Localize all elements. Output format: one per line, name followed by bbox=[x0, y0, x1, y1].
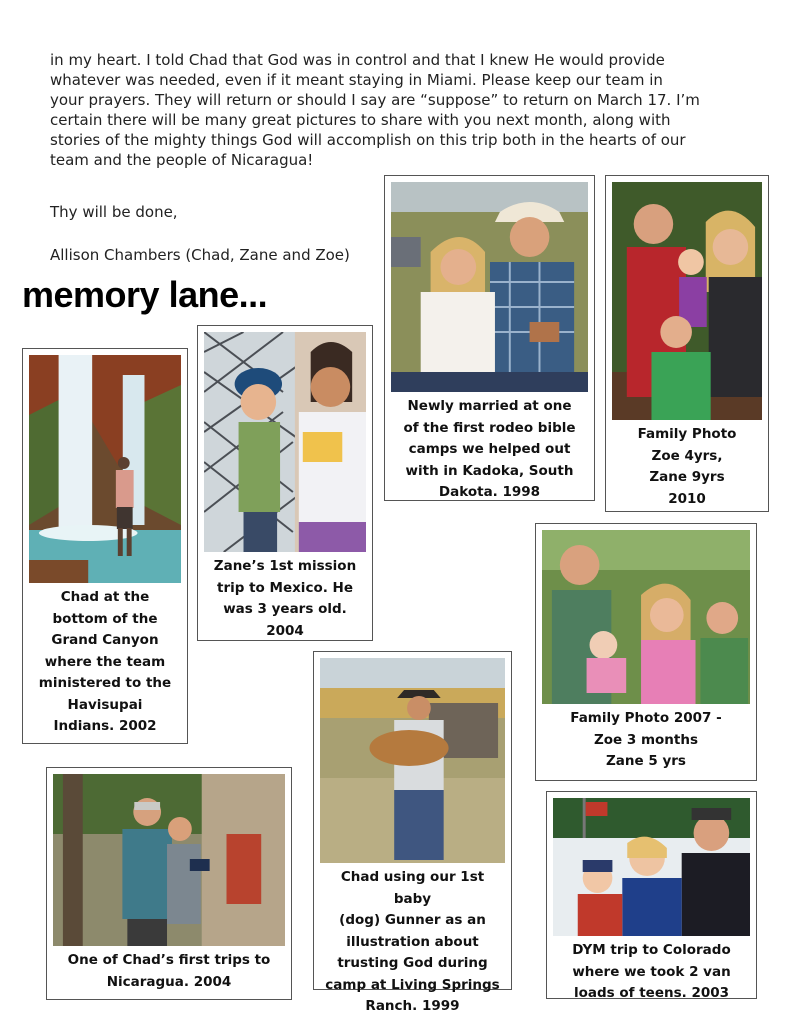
caption-line: was 3 years old. bbox=[223, 601, 347, 617]
letter-line: in my heart. I told Chad that God was in control and that I knew He would provide bbox=[50, 51, 665, 69]
letter-line: certain there will be many great pictures to share with you next month, along with bbox=[50, 111, 671, 129]
caption-line: trusting God during bbox=[337, 955, 488, 971]
caption-line: DYM trip to Colorado bbox=[572, 942, 731, 958]
photo-mexico bbox=[204, 332, 366, 552]
photo-card-newlyweds bbox=[384, 175, 595, 501]
caption-line: Chad at the bbox=[60, 589, 150, 605]
caption-line: Chad using our 1st baby bbox=[340, 869, 485, 907]
photo-card-gunner bbox=[313, 651, 512, 1014]
caption-line: Nicaragua. 2004 bbox=[106, 973, 232, 990]
caption-line: illustration about bbox=[346, 933, 479, 950]
caption-line: bottom of the bbox=[52, 610, 158, 627]
caption-line: (dog) Gunner as an bbox=[339, 912, 486, 928]
caption-line: Zane 9yrs bbox=[649, 469, 725, 485]
caption-gunner bbox=[320, 863, 505, 1018]
caption-colorado bbox=[553, 936, 750, 1005]
caption-family-2007 bbox=[542, 704, 750, 773]
caption-line: Zane’s 1st mission bbox=[213, 558, 357, 574]
caption-line: of the first rodeo bible bbox=[403, 419, 576, 436]
caption-line: 2004 bbox=[266, 622, 304, 639]
photo-gunner bbox=[320, 658, 505, 863]
caption-line: camp at Living Springs bbox=[325, 976, 500, 993]
photo-grand-canyon bbox=[29, 355, 181, 583]
caption-line: One of Chad’s first trips to bbox=[67, 952, 271, 968]
caption-line: Zane 5 yrs bbox=[606, 753, 686, 769]
photo-family-2010 bbox=[612, 182, 762, 420]
caption-line: with in Kadoka, South bbox=[405, 462, 574, 479]
caption-line: ministered to the bbox=[38, 675, 172, 691]
caption-nicaragua bbox=[53, 946, 285, 993]
photo-family-2007 bbox=[542, 530, 750, 704]
photo-card-grand-canyon bbox=[22, 348, 188, 744]
photo-card-family-2010 bbox=[605, 175, 769, 512]
letter-text bbox=[50, 50, 750, 170]
caption-mexico bbox=[204, 552, 366, 642]
letter-line: whatever was needed, even if it meant staying in Miami. Please keep our team in bbox=[50, 71, 663, 89]
caption-line: Grand Canyon bbox=[51, 632, 159, 648]
caption-line: Family Photo bbox=[637, 426, 737, 442]
caption-line: 2010 bbox=[668, 490, 706, 507]
photo-card-colorado bbox=[546, 791, 757, 999]
photo-card-nicaragua bbox=[46, 767, 292, 1000]
letter-line: stories of the mighty things God will accomplish on this trip both in the hearts of our bbox=[50, 131, 686, 149]
caption-line: trip to Mexico. He bbox=[216, 579, 353, 596]
caption-family-2010 bbox=[612, 420, 762, 510]
caption-line: Ranch. 1999 bbox=[365, 998, 460, 1014]
letter-signature: Allison Chambers (Chad, Zane and Zoe) bbox=[50, 246, 350, 264]
letter-line: team and the people of Nicaragua! bbox=[50, 151, 314, 169]
letter-closing: Thy will be done, bbox=[50, 203, 178, 221]
caption-line: camps we helped out bbox=[408, 441, 571, 457]
caption-line: Zoe 4yrs, bbox=[651, 447, 723, 464]
caption-line: Family Photo 2007 - bbox=[570, 710, 722, 726]
caption-line: where the team bbox=[44, 653, 166, 670]
photo-colorado bbox=[553, 798, 750, 936]
caption-line: Dakota. 1998 bbox=[438, 484, 541, 500]
caption-line: Newly married at one bbox=[407, 398, 572, 414]
caption-line: where we took 2 van bbox=[572, 963, 731, 980]
caption-line: Havisupai bbox=[67, 696, 143, 713]
caption-newlyweds bbox=[391, 392, 588, 504]
section-heading: memory lane... bbox=[22, 274, 268, 315]
photo-newlyweds bbox=[391, 182, 588, 392]
photo-card-mexico bbox=[197, 325, 373, 641]
caption-grand-canyon bbox=[29, 583, 181, 738]
photo-card-family-2007 bbox=[535, 523, 757, 781]
caption-line: Indians. 2002 bbox=[53, 718, 157, 734]
caption-line: loads of teens. 2003 bbox=[573, 985, 730, 1001]
photo-nicaragua bbox=[53, 774, 285, 946]
caption-line: Zoe 3 months bbox=[593, 731, 699, 748]
letter-line: your prayers. They will return or should I say are “suppose” to return on March 17. I’m bbox=[50, 91, 700, 109]
